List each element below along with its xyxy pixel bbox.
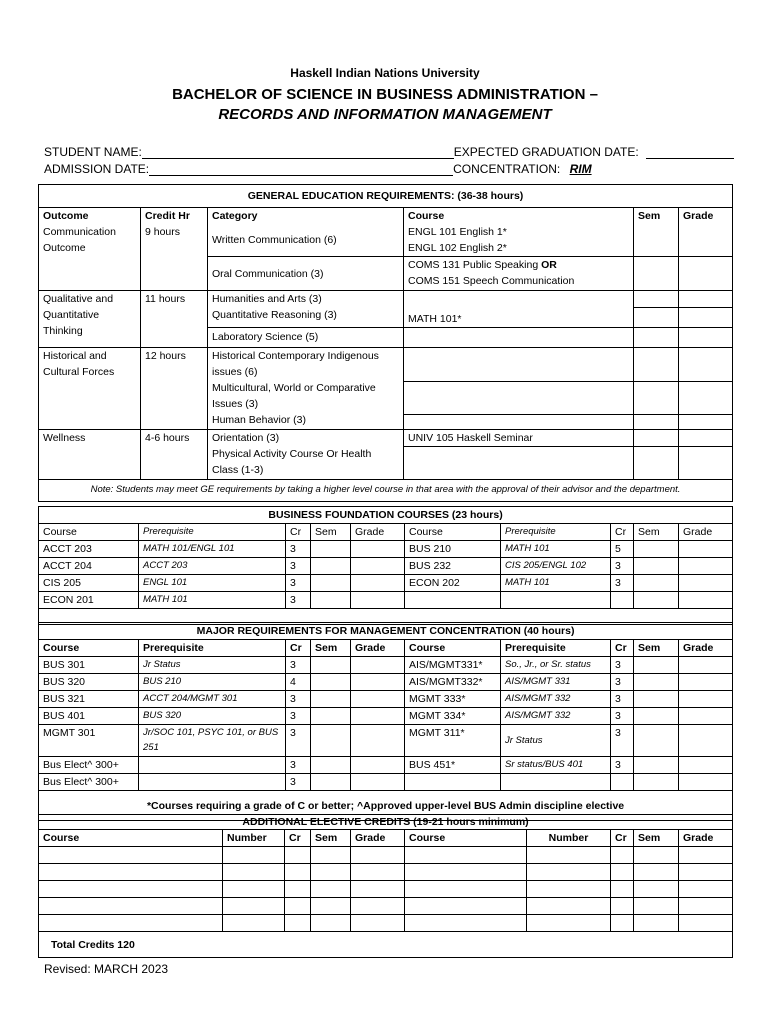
course-code: MGMT 311* [405,725,501,757]
category-humanities: Humanities and Arts (3) [208,291,404,308]
col-sem: Sem [634,830,679,847]
outcome-historical: Historical and Cultural Forces [39,347,141,429]
table-row[interactable] [39,915,733,932]
prerequisite: Sr status/BUS 401 [501,757,611,774]
table-row [39,725,733,757]
sem-cell[interactable] [311,657,351,674]
electives-table [38,814,733,958]
sem-cell[interactable] [311,558,351,575]
prerequisite: MATH 101 [501,541,611,558]
col-prerequisite: Prerequisite [139,524,286,541]
gen-ed-note: Note: Students may meet GE requirements by taking a higher level course in that area with the approval of their advisor and the department. [39,479,733,501]
col-number: Number [527,830,611,847]
grade-cell[interactable] [351,592,405,609]
course-code: Bus Elect^ 300+ [39,757,139,774]
course-math-101: MATH 101* [404,307,634,327]
prerequisite [501,592,611,609]
sem-cell[interactable] [634,575,679,592]
credits [611,774,634,791]
expected-grad-field[interactable] [646,146,734,159]
prerequisite: CIS 205/ENGL 102 [501,558,611,575]
credits: 3 [286,575,311,592]
grade-cell[interactable] [351,757,405,774]
sem-cell[interactable] [311,708,351,725]
grade-cell[interactable] [679,558,733,575]
admission-date-field[interactable] [149,163,453,176]
sem-cell[interactable] [634,558,679,575]
col-course: Course [39,640,139,657]
grade-cell[interactable] [679,224,733,257]
grade-cell[interactable] [679,725,733,757]
course-code: AIS/MGMT332* [405,674,501,691]
sem-cell[interactable] [634,725,679,757]
prerequisite: ACCT 203 [139,558,286,575]
or-label: OR [541,259,557,271]
admission-row [44,162,592,176]
business-foundation-table [38,506,733,625]
col-sem: Sem [634,208,679,225]
degree-title: BACHELOR OF SCIENCE IN BUSINESS ADMINISTRATION – [172,86,598,103]
prerequisite [139,774,286,791]
credits: 4 [286,674,311,691]
course-code: AIS/MGMT331* [405,657,501,674]
grade-cell[interactable] [351,541,405,558]
course-historical-cells[interactable] [404,347,634,429]
revised-date: Revised: MARCH 2023 [44,962,169,976]
category-historical-group [208,347,404,429]
col-sem: Sem [311,640,351,657]
sem-cell[interactable] [311,774,351,791]
prerequisite: So., Jr., or Sr. status [501,657,611,674]
col-course: Course [405,830,527,847]
sem-cell[interactable] [634,257,679,291]
grade-cell[interactable] [679,307,733,327]
grade-cell[interactable] [679,541,733,558]
course-code: ACCT 203 [39,541,139,558]
grade-cell[interactable] [679,592,733,609]
course-code: BUS 321 [39,691,139,708]
credits: 3 [611,657,634,674]
col-course: Course [39,524,139,541]
course-code: BUS 232 [405,558,501,575]
prerequisite: Jr/SOC 101, PSYC 101, or BUS 251 [139,725,286,757]
credits: 3 [286,592,311,609]
sem-cell[interactable] [311,541,351,558]
sem-cell[interactable] [634,347,679,429]
course-blank[interactable] [404,291,634,308]
credits [611,592,634,609]
table-row[interactable] [39,847,733,864]
course-code: BUS 401 [39,708,139,725]
category-physical-activity: Physical Activity Course Or Health Class (1-3) [212,447,372,476]
grade-cell[interactable] [351,575,405,592]
course-code: ECON 201 [39,592,139,609]
grade-cell[interactable] [679,674,733,691]
table-row[interactable] [39,881,733,898]
category-wellness-group [208,429,404,479]
degree-subtitle: RECORDS AND INFORMATION MANAGEMENT [218,106,552,123]
credits: 3 [286,657,311,674]
credits: 3 [611,691,634,708]
sem-cell[interactable] [311,691,351,708]
credits: 5 [611,541,634,558]
prerequisite: MATH 101/ENGL 101 [139,541,286,558]
col-grade: Grade [351,524,405,541]
col-outcome: Outcome [39,208,141,225]
table-row [39,592,733,609]
prerequisite: AIS/MGMT 331 [501,674,611,691]
course-code: CIS 205 [39,575,139,592]
col-cr: Cr [286,640,311,657]
gen-ed-table [38,184,733,502]
sem-cell[interactable] [311,575,351,592]
course-code[interactable] [405,592,501,609]
outcome-wellness: Wellness [39,429,141,479]
major-footnote: *Courses requiring a grade of C or better; ^Approved upper-level BUS Admin discipline elective [39,791,733,821]
electives-title: ADDITIONAL ELECTIVE CREDITS (19-21 hours minimum) [39,815,733,830]
sem-cell[interactable] [634,691,679,708]
sem-cell[interactable] [634,327,679,347]
total-credits: Total Credits 120 [39,932,733,958]
grade-cell[interactable] [351,657,405,674]
course-coms [404,257,634,291]
course-code: MGMT 334* [405,708,501,725]
col-grade: Grade [351,830,405,847]
course-code: BUS 301 [39,657,139,674]
col-grade: Grade [679,830,733,847]
sem-cell[interactable] [634,291,679,308]
col-cr: Cr [611,524,634,541]
table-row [39,575,733,592]
major-requirements-table [38,622,733,821]
course-engl-101: ENGL 101 English 1* [408,226,507,238]
col-sem: Sem [634,640,679,657]
table-row [39,674,733,691]
grade-cell[interactable] [351,708,405,725]
outcome-communication: Communication Outcome [39,224,141,291]
col-category: Category [208,208,404,225]
grade-cell[interactable] [679,757,733,774]
grade-cell[interactable] [679,291,733,308]
prerequisite: AIS/MGMT 332 [501,708,611,725]
grade-cell[interactable] [351,691,405,708]
student-name-row [44,145,734,159]
gen-ed-title: GENERAL EDUCATION REQUIREMENTS: (36-38 hours) [39,185,733,208]
grade-cell[interactable] [679,708,733,725]
student-name-label: STUDENT NAME: [44,145,142,159]
col-course: Course [405,524,501,541]
course-coms-131: COMS 131 Public Speaking [408,259,542,271]
course-engl [404,224,634,257]
category-written: Written Communication (6) [208,224,404,257]
col-grade: Grade [679,208,733,225]
sem-cell[interactable] [311,674,351,691]
sem-cell[interactable] [634,657,679,674]
sem-cell[interactable] [634,541,679,558]
concentration-value: RIM [569,162,592,176]
category-indigenous: Historical Contemporary Indigenous issues (6) [212,349,379,378]
grade-cell[interactable] [679,691,733,708]
col-course: Course [39,830,223,847]
credits: 3 [286,757,311,774]
col-sem: Sem [311,830,351,847]
prerequisite: AIS/MGMT 332 [501,691,611,708]
sem-cell[interactable] [634,708,679,725]
col-cr: Cr [611,640,634,657]
credits: 3 [611,674,634,691]
col-grade: Grade [351,640,405,657]
table-row[interactable] [39,898,733,915]
sem-cell[interactable] [634,224,679,257]
course-code: BUS 451* [405,757,501,774]
col-prerequisite: Prerequisite [139,640,286,657]
category-orientation: Orientation (3) [212,431,280,444]
student-name-field[interactable] [142,146,454,159]
course-wellness-cells [404,429,634,479]
credits: 3 [286,708,311,725]
prerequisite: Jr Status [139,657,286,674]
col-cr: Cr [286,524,311,541]
category-multicultural: Multicultural, World or Comparative Issues (3) [212,381,376,410]
credits: 3 [286,558,311,575]
concentration-label: CONCENTRATION: [453,162,561,176]
business-title: BUSINESS FOUNDATION COURSES (23 hours) [39,507,733,524]
sem-cell[interactable] [634,592,679,609]
credits: 3 [611,558,634,575]
grade-cell[interactable] [351,558,405,575]
col-grade: Grade [679,524,733,541]
sem-cell[interactable] [311,592,351,609]
col-cr: Cr [611,830,634,847]
col-sem: Sem [311,524,351,541]
table-row [39,691,733,708]
grade-cell[interactable] [679,347,733,429]
prerequisite [139,757,286,774]
hours-communication: 9 hours [141,224,208,291]
table-row [39,774,733,791]
credits: 3 [286,725,311,757]
prerequisite: MATH 101 [501,575,611,592]
col-grade: Grade [679,640,733,657]
hours-wellness: 4-6 hours [141,429,208,479]
grade-cell[interactable] [679,429,733,479]
course-coms-151: COMS 151 Speech Communication [408,275,575,287]
course-code: ECON 202 [405,575,501,592]
col-course: Course [404,208,634,225]
grade-cell[interactable] [679,327,733,347]
col-prerequisite: Prerequisite [501,524,611,541]
grade-cell[interactable] [351,725,405,757]
course-code: Bus Elect^ 300+ [39,774,139,791]
table-row [39,558,733,575]
course-code: BUS 320 [39,674,139,691]
expected-grad-label: EXPECTED GRADUATION DATE: [453,145,639,159]
course-code: MGMT 333* [405,691,501,708]
table-row[interactable] [39,864,733,881]
prerequisite: BUS 320 [139,708,286,725]
credits: 3 [286,774,311,791]
sem-cell[interactable] [311,757,351,774]
col-credit-hr: Credit Hr [141,208,208,225]
course-code: MGMT 301 [39,725,139,757]
course-code: BUS 210 [405,541,501,558]
credits: 3 [611,708,634,725]
sem-cell[interactable] [634,429,679,479]
credits: 3 [286,541,311,558]
grade-cell[interactable] [679,774,733,791]
prerequisite: ACCT 204/MGMT 301 [139,691,286,708]
table-row [39,708,733,725]
credits: 3 [611,725,634,757]
course-code: ACCT 204 [39,558,139,575]
table-row [39,757,733,774]
hours-quantitative: 11 hours [141,291,208,348]
credits: 3 [611,757,634,774]
col-cr: Cr [285,830,311,847]
col-number: Number [223,830,285,847]
grade-cell[interactable] [351,774,405,791]
outcome-quantitative: Qualitative and Quantitative Thinking [39,291,141,348]
course-univ-105: UNIV 105 Haskell Seminar [404,430,633,447]
grade-cell[interactable] [679,257,733,291]
sem-cell[interactable] [634,674,679,691]
university-name: Haskell Indian Nations University [290,66,480,80]
course-blank[interactable] [404,327,634,347]
grade-cell[interactable] [679,657,733,674]
course-engl-102: ENGL 102 English 2* [408,242,507,254]
admission-date-label: ADMISSION DATE: [44,162,150,176]
course-code[interactable] [405,774,501,791]
prerequisite: BUS 210 [139,674,286,691]
major-title: MAJOR REQUIREMENTS FOR MANAGEMENT CONCENTRATION (40 hours) [39,623,733,640]
grade-cell[interactable] [679,575,733,592]
category-human-behavior: Human Behavior (3) [212,413,306,426]
credits: 3 [286,691,311,708]
col-course: Course [405,640,501,657]
sem-cell[interactable] [634,757,679,774]
sem-cell[interactable] [634,774,679,791]
col-prerequisite: Prerequisite [501,640,611,657]
table-row [39,541,733,558]
prerequisite: MATH 101 [139,592,286,609]
category-quant-reasoning: Quantitative Reasoning (3) [208,307,404,327]
grade-cell[interactable] [351,674,405,691]
sem-cell[interactable] [634,307,679,327]
col-sem: Sem [634,524,679,541]
category-lab-science: Laboratory Science (5) [208,327,404,347]
prerequisite: Jr Status [501,725,611,757]
prerequisite: ENGL 101 [139,575,286,592]
category-oral: Oral Communication (3) [208,257,404,291]
sem-cell[interactable] [311,725,351,757]
prerequisite [501,774,611,791]
credits: 3 [611,575,634,592]
table-row [39,657,733,674]
hours-historical: 12 hours [141,347,208,429]
